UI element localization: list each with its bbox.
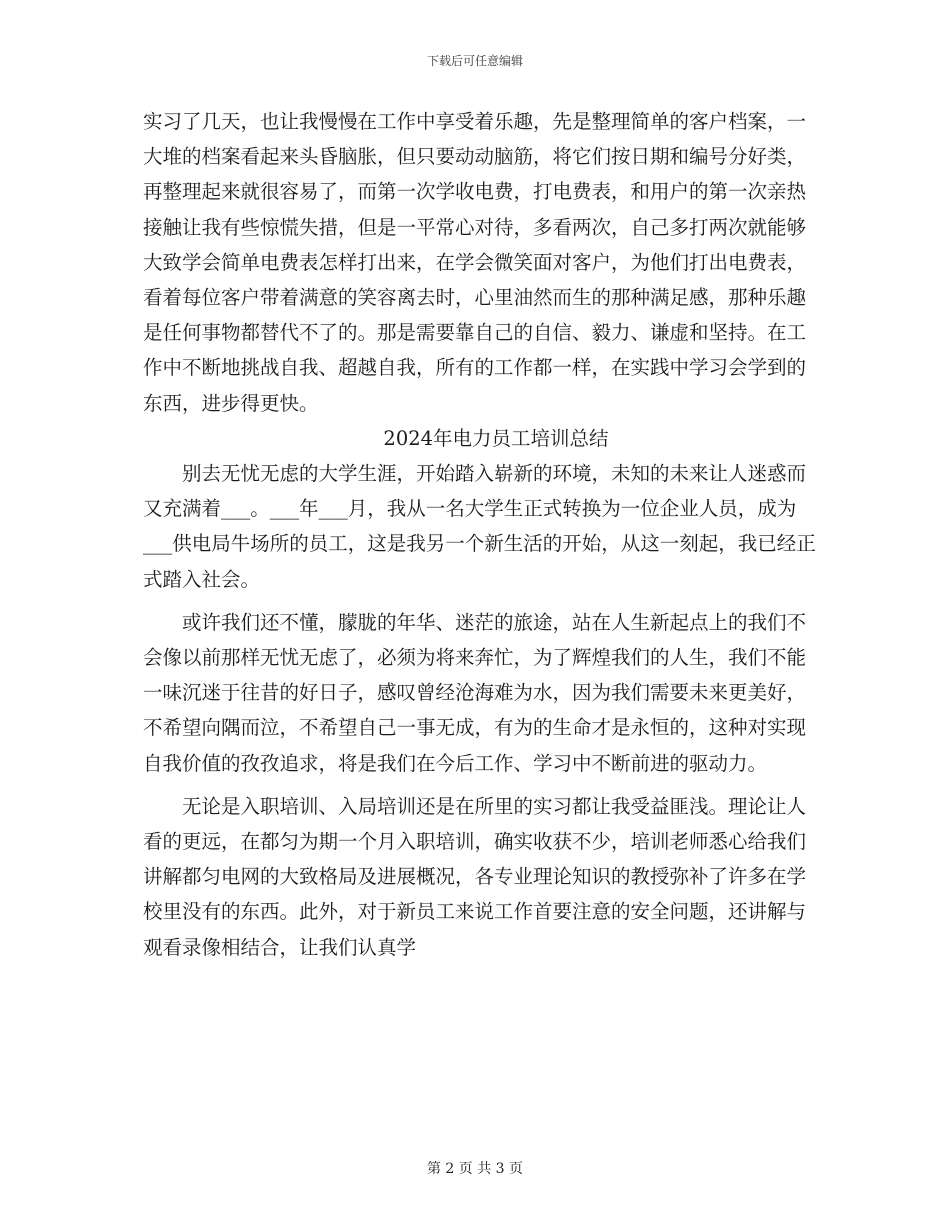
paragraph-4: 无论是入职培训、入局培训还是在所里的实习都让我受益匪浅。理论让人看的更远，在都匀为期一个月入职培训，确实收获不少，培训老师悉心给我们讲解都匀电网的大致格局及进展概况，各专业理论知识的教授弥补了许多在学校里没有的东西。此外，对于新员工来说工作首要注意的安全问题，还讲解与观看录像相结合，让我们认真学 [143,794,807,959]
paragraph-2: 别去无忧无虑的大学生涯，开始踏入崭新的环境，未知的未来让人迷惑而又充满着___。___年___月，我从一名大学生正式转换为一位企业人员，成为___供电局牛场所的员工，这是我另一个新生活的开始，从这一刻起，我已经正式踏入社会。 [143,462,816,591]
section-title: 2024年电力员工培训总结 [383,426,609,450]
page-header: 下载后可任意编辑 [426,54,523,68]
paragraph-1: 实习了几天，也让我慢慢在工作中享受着乐趣，先是整理简单的客户档案，一大堆的档案看起来头昏脑胀，但只要动动脑筋，将它们按日期和编号分好类，再整理起来就很容易了，而第一次学收电费，打电费表，和用户的第一次亲热接触让我有些惊慌失措，但是一平常心对待，多看两次，自己多打两次就能够大致学会简单电费表怎样打出来，在学会微笑面对客户，为他们打出电费表，看着每位客户带着满意的笑容离去时，心里油然而生的那种满足感，那种乐趣是任何事物都替代不了的。那是需要靠自己的自信、毅力、谦虚和坚持。在工作中不断地挑战自我、超越自我，所有的工作都一样，在实践中学习会学到的东西，进步得更快。 [143,110,807,415]
paragraph-3: 或许我们还不懂，朦胧的年华、迷茫的旅途，站在人生新起点上的我们不会像以前那样无忧无虑了，必须为将来奔忙，为了辉煌我们的人生，我们不能一味沉迷于往昔的好日子，感叹曾经沧海难为水，因为我们需要未来更美好，不希望向隅而泣，不希望自己一事无成，有为的生命才是永恒的，这种对实现自我价值的孜孜追求，将是我们在今后工作、学习中不断前进的驱动力。 [143,610,807,775]
page-number-footer: 第 2 页 共 3 页 [426,1161,524,1177]
document-body [143,104,823,965]
